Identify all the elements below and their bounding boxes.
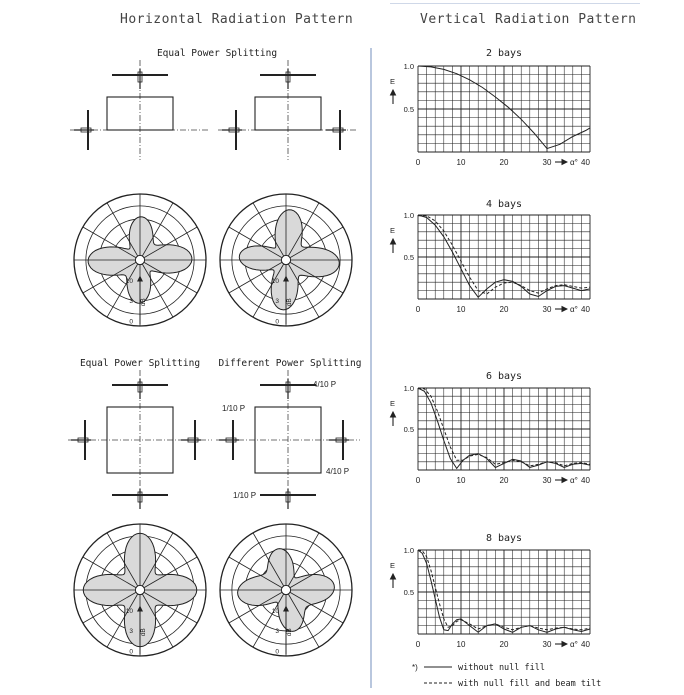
y-axis-label: E (390, 399, 396, 408)
x-tick-label: 40 (581, 158, 590, 167)
x-tick-label: 20 (499, 640, 509, 649)
scale-unit: dB (286, 628, 293, 637)
x-tick-label: 30 (542, 640, 552, 649)
polar-pattern-4 (220, 524, 352, 656)
scale-label: 0 (129, 318, 133, 326)
antenna-layout-2-panel-a (70, 60, 210, 160)
power-label-bottom: 1/10 P (233, 491, 257, 500)
x-axis-label: α° (570, 305, 578, 314)
section1-title: Equal Power Splitting (156, 48, 278, 59)
scale-label: 3 (275, 297, 279, 305)
scale-label: 0 (275, 648, 279, 656)
chart-title: 8 bays (485, 533, 523, 544)
legend-dashed-label: with null fill and beam tilt (458, 679, 602, 689)
polar-pattern-1 (74, 194, 206, 326)
vertical-pattern-heading: Vertical Radiation Pattern (420, 12, 637, 27)
y-tick-label: 1.0 (403, 546, 414, 555)
x-axis-label: α° (570, 640, 578, 649)
power-label-left: 1/10 P (222, 404, 246, 413)
x-tick-label: 10 (456, 305, 466, 314)
x-tick-label: 10 (456, 476, 466, 485)
horizontal-pattern-heading: Horizontal Radiation Pattern (120, 12, 354, 27)
power-label-right: 4/10 P (326, 467, 350, 476)
polar-pattern-3 (74, 524, 206, 656)
polar-hub (135, 255, 144, 264)
x-tick-label: 30 (542, 305, 552, 314)
antenna-layout-4-panel-equal (68, 370, 212, 510)
polar-hub (281, 585, 290, 594)
scale-unit: dB (286, 298, 293, 307)
x-tick-label: 40 (581, 476, 590, 485)
x-tick-label: 40 (581, 305, 590, 314)
antenna-layout-2-panel-b (218, 60, 358, 160)
chart-title: 4 bays (485, 199, 523, 210)
scale-label: 10 (271, 608, 279, 616)
chart-title: 2 bays (485, 48, 523, 59)
x-tick-label: 20 (499, 158, 509, 167)
x-tick-label: 30 (542, 158, 552, 167)
x-tick-label: 0 (415, 476, 421, 485)
polar-pattern-2 (220, 194, 352, 326)
scale-label: 10 (271, 278, 279, 286)
y-axis-label: E (390, 77, 396, 86)
y-tick-label: 0.5 (403, 105, 414, 114)
y-tick-label: 0.5 (403, 253, 414, 262)
vertical-chart-6-bays (390, 371, 590, 485)
scale-label: 10 (125, 278, 133, 286)
section2-title-different: Different Power Splitting (218, 358, 362, 369)
x-tick-label: 0 (415, 640, 421, 649)
legend (412, 663, 601, 689)
scale-label: 3 (129, 627, 133, 635)
power-label-top-right: 4/10 P (313, 380, 337, 389)
polar-hub (281, 255, 290, 264)
x-tick-label: 40 (581, 640, 590, 649)
y-tick-label: 1.0 (403, 211, 414, 220)
scale-label: 0 (129, 648, 133, 656)
scale-unit: dB (140, 298, 147, 307)
y-tick-label: 1.0 (403, 384, 414, 393)
section2-title-equal: Equal Power Splitting (79, 358, 201, 369)
y-axis-label: E (390, 226, 396, 235)
y-tick-label: 0.5 (403, 588, 414, 597)
x-tick-label: 20 (499, 476, 509, 485)
scale-unit: dB (140, 628, 147, 637)
y-tick-label: 1.0 (403, 62, 414, 71)
y-tick-label: 0.5 (403, 425, 414, 434)
polar-hub (135, 585, 144, 594)
x-tick-label: 0 (415, 158, 421, 167)
scale-label: 10 (125, 608, 133, 616)
y-axis-label: E (390, 561, 396, 570)
scale-label: 3 (275, 627, 279, 635)
x-tick-label: 30 (542, 476, 552, 485)
scale-label: 3 (129, 297, 133, 305)
x-axis-label: α° (570, 476, 578, 485)
vertical-chart-2-bays (390, 48, 590, 167)
x-tick-label: 20 (499, 305, 509, 314)
x-axis-label: α° (570, 158, 578, 167)
x-tick-label: 0 (415, 305, 421, 314)
chart-title: 6 bays (485, 371, 523, 382)
scale-label: 0 (275, 318, 279, 326)
antenna-layout-4-panel-different (216, 370, 360, 510)
x-tick-label: 10 (456, 640, 466, 649)
vertical-chart-4-bays (390, 199, 590, 314)
legend-solid-label: without null fill (458, 663, 545, 673)
legend-marker: *) (412, 663, 418, 672)
x-tick-label: 10 (456, 158, 466, 167)
vertical-chart-8-bays (390, 533, 590, 649)
